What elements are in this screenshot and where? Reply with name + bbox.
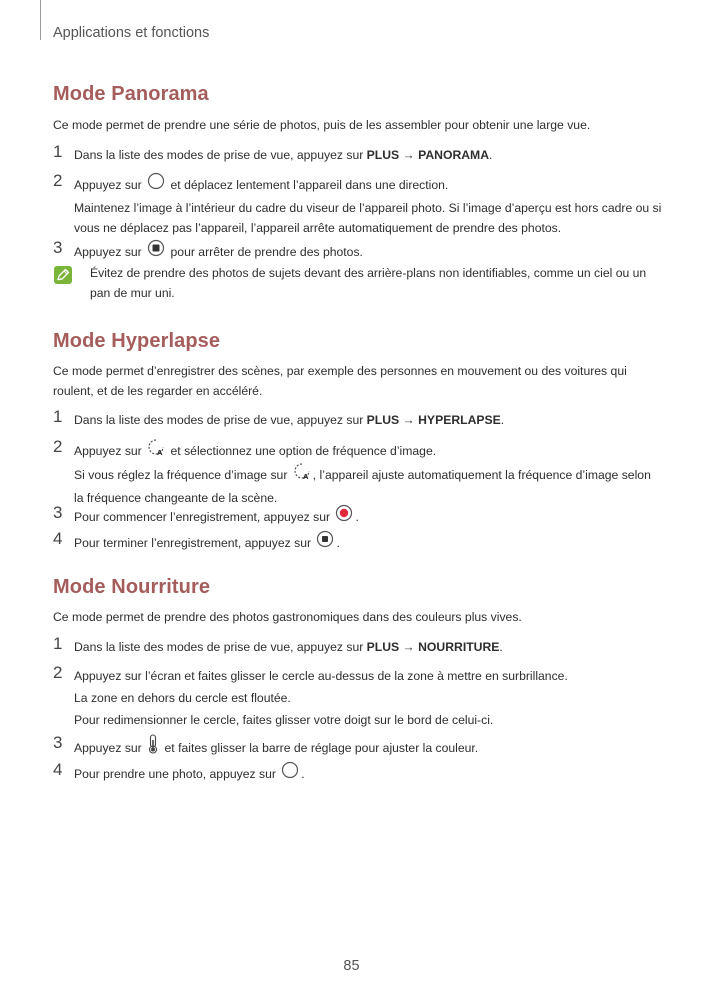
stop-button-icon: [316, 530, 334, 554]
step-number: 2: [53, 171, 63, 190]
hyperlapse-step-1: [53, 407, 663, 430]
menu-path: PLUS → HYPERLAPSE: [366, 413, 501, 427]
step-text: Appuyez sur: [74, 178, 146, 193]
step-detail: , l’appareil ajuste automatiquement la fréquence d’image selon la fréquence changeante de la scène.: [74, 468, 651, 505]
step-detail: Si vous réglez la fréquence d’image sur: [74, 468, 291, 483]
page-number: 85: [343, 958, 360, 974]
menu-path: PLUS → NOURRITURE: [366, 640, 500, 654]
note-pencil-icon: [53, 265, 73, 285]
step-detail: La zone en dehors du cercle est floutée.: [74, 691, 291, 705]
step-detail: Maintenez l’image à l’intérieur du cadre du viseur de l’appareil photo. Si l’image d’aperçu est hors cadre ou si vous ne déplacez pas l’appareil, l’appareil arrête automatiquement de prendre des photos.: [74, 201, 662, 235]
record-button-icon: [335, 504, 353, 528]
frame-rate-auto-icon: [147, 438, 165, 462]
step-end: .: [301, 767, 305, 782]
step-number: 2: [53, 663, 63, 682]
section-title-hyperlapse: Mode Hyperlapse: [53, 330, 221, 352]
food-intro: Ce mode permet de prendre des photos gastronomiques dans des couleurs plus vives.: [53, 610, 522, 624]
step-text: et déplacez lentement l’appareil dans une direction.: [167, 178, 449, 193]
step-number: 4: [53, 760, 63, 779]
step-number: 2: [53, 437, 63, 456]
frame-rate-auto-icon: [293, 462, 311, 486]
hyperlapse-step-4: [53, 529, 663, 556]
food-step-1: [53, 634, 663, 657]
step-text: Pour prendre une photo, appuyez sur: [74, 767, 280, 782]
step-detail: Pour redimensionner le cercle, faites glisser votre doigt sur le bord de celui-ci.: [74, 713, 494, 727]
step-number: 3: [53, 503, 63, 522]
margin-rule: [40, 0, 41, 40]
hyperlapse-intro: Ce mode permet d’enregistrer des scènes, par exemple des personnes en mouvement ou des voitures qui roulent, et de les regarder en accéléré.: [53, 364, 627, 398]
running-header: Applications et fonctions: [53, 25, 210, 41]
step-end: .: [489, 148, 493, 162]
step-end: .: [336, 536, 340, 551]
step-end: .: [355, 510, 359, 525]
panorama-step-1: [53, 142, 663, 165]
step-end: .: [500, 413, 505, 427]
food-step-3: [53, 733, 663, 762]
step-text: et faites glisser la barre de réglage pour ajuster la couleur.: [161, 741, 479, 756]
step-number: 1: [53, 142, 63, 161]
step-number: 3: [53, 238, 63, 257]
shutter-button-icon: [281, 761, 299, 785]
step-text: et sélectionnez une option de fréquence d’image.: [167, 444, 437, 459]
step-number: 4: [53, 529, 63, 548]
svg-text:A: A: [157, 449, 163, 456]
panorama-intro: Ce mode permet de prendre une série de photos, puis de les assembler pour obtenir une large vue.: [53, 118, 591, 132]
step-text: Appuyez sur l’écran et faites glisser le cercle au-dessus de la zone à mettre en surbrillance.: [74, 669, 568, 683]
color-temperature-icon: [147, 734, 159, 760]
step-text: Appuyez sur: [74, 444, 146, 459]
step-text: Appuyez sur: [74, 741, 146, 756]
step-text: Appuyez sur: [74, 245, 146, 260]
step-text: Dans la liste des modes de prise de vue, appuyez sur: [74, 413, 367, 427]
step-number: 3: [53, 733, 63, 752]
step-text: Pour terminer l’enregistrement, appuyez sur: [74, 536, 315, 551]
note-text: Évitez de prendre des photos de sujets devant des arrière-plans non identifiables, comme un ciel ou un pan de mur uni.: [90, 266, 647, 300]
hyperlapse-step-2: [53, 437, 663, 508]
step-number: 1: [53, 634, 63, 653]
shutter-button-icon: [147, 172, 165, 196]
food-step-4: [53, 760, 663, 787]
step-text: Dans la liste des modes de prise de vue, appuyez sur: [74, 148, 367, 162]
step-number: 1: [53, 407, 63, 426]
step-end: .: [499, 640, 503, 654]
menu-path: PLUS → PANORAMA: [366, 148, 489, 162]
stop-button-icon: [147, 239, 165, 263]
food-step-2: [53, 663, 663, 730]
step-text: Pour commencer l’enregistrement, appuyez sur: [74, 510, 334, 525]
section-title-panorama: Mode Panorama: [53, 83, 209, 105]
section-title-food: Mode Nourriture: [53, 576, 211, 598]
hyperlapse-step-3: [53, 503, 663, 530]
svg-text:A: A: [302, 473, 309, 480]
step-text: Dans la liste des modes de prise de vue, appuyez sur: [74, 640, 367, 654]
panorama-note: [53, 263, 653, 303]
step-text: pour arrêter de prendre des photos.: [167, 245, 363, 260]
panorama-step-3: [53, 238, 663, 265]
panorama-step-2: [53, 171, 663, 238]
